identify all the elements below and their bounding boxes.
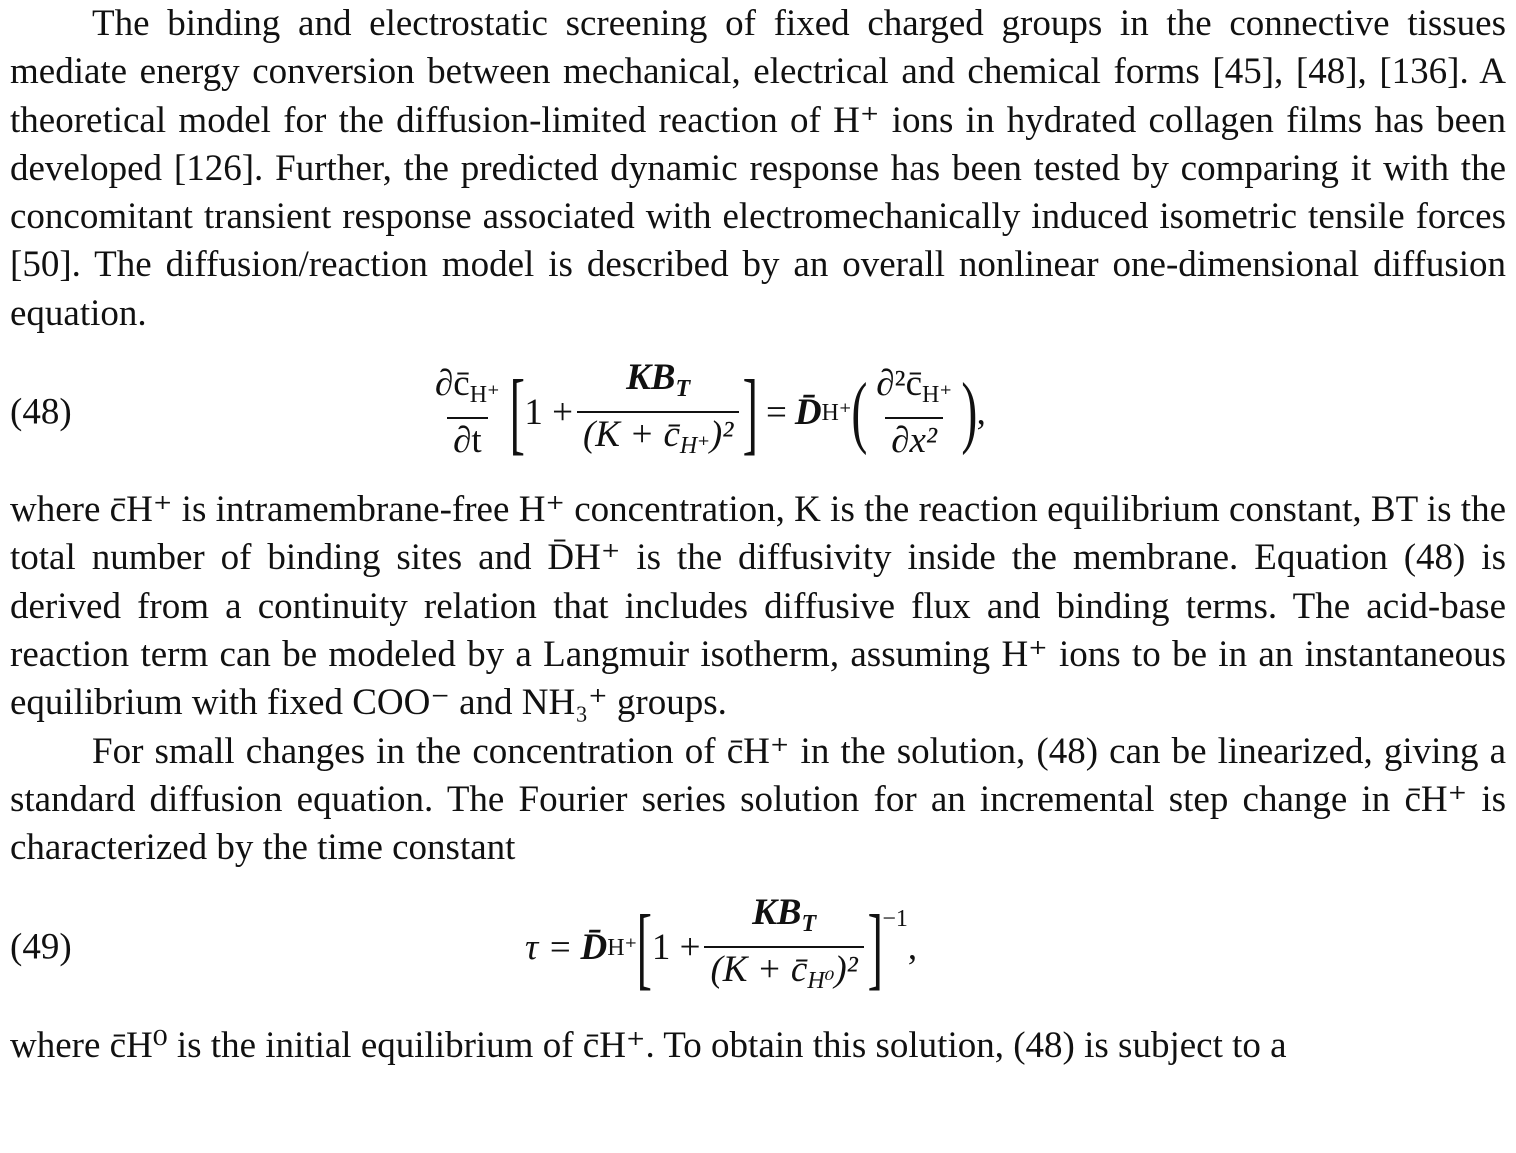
exponent: −1 bbox=[882, 906, 908, 933]
paragraph-intro: The binding and electrostatic screening of fixed charged groups in the connective tissues mediate energy conversion between mechanical, electrical and chemical forms [45], [48], [136]. A theoretical model for the diffusion-limited reaction of H⁺ ions in hydrated collagen films has been developed [126]. Further, the predicted dynamic response has been tested by comparing it with the concomitant transient response associated with electromechanically induced isometric tensile forces [50]. The diffusion/reaction model is described by an overall nonlinear one-dimensional diffusion equation. bbox=[10, 3, 1506, 334]
right-bracket: ] bbox=[867, 896, 883, 999]
right-bracket: ] bbox=[742, 361, 759, 464]
right-paren: ) bbox=[961, 368, 978, 457]
equation-body: τ = D̄ H⁺ [ 1 + $\frac{KB_T}{(K + c̄_{H^0})^2}$ ] −1 , bbox=[525, 872, 917, 1022]
equation-49 bbox=[10, 872, 1506, 1022]
rhs-fraction: $\frac{\partial^2c̄_{H^+}}{\text{∂x²}}$ bbox=[876, 362, 952, 461]
tau-equals: τ = bbox=[525, 926, 573, 968]
paragraph-definitions: where c̄H⁺ is intramembrane-free H⁺ concentration, K is the reaction equilibrium constant, BT is the total number of binding sites and D̄H⁺ is the diffusivity inside the membrane. Equation (48) is derived from a continuity relation that includes diffusive flux and binding terms. The acid-base reaction term can be modeled by a Langmuir isotherm, assuming H⁺ ions to be in an instantaneous equilibrium with fixed COO⁻ and NH₃⁺ groups. bbox=[10, 489, 1506, 724]
diffusivity-symbol: D̄ bbox=[794, 391, 822, 433]
trailing-comma: , bbox=[907, 926, 918, 968]
left-bracket: [ bbox=[636, 896, 653, 999]
paragraph-continuation: where c̄H⁰ is the initial equilibrium of c̄H⁺. To obtain this solution, (48) is subject to a bbox=[10, 1025, 1287, 1067]
equation-body: $\frac{\partial c̄_{H^+}}{\partial t}$ [ 1 + $\frac{KB_T}{(K + c̄_{H^+})^2}$ ] = D̄ H⁺ ( $\frac{\partial^2c̄_{H^+}}{\text{∂x²}}$ ) , bbox=[425, 338, 986, 486]
binding-fraction: $\frac{KB_T}{(K + c̄_{H^+})^2}$ bbox=[577, 358, 739, 466]
trailing-comma: , bbox=[976, 391, 986, 433]
binding-fraction: $\frac{KB_T}{(K + c̄_{H^0})^2}$ bbox=[704, 893, 863, 1001]
one-plus: 1 + bbox=[524, 391, 573, 433]
equation-48 bbox=[10, 338, 1506, 486]
equation-number: (49) bbox=[10, 926, 72, 968]
equation-number: (48) bbox=[10, 391, 72, 433]
left-bracket: [ bbox=[509, 361, 525, 464]
paragraph-linearization: For small changes in the concentration of c̄H⁺ in the solution, (48) can be linearized, giving a standard diffusion equation. The Fourier series solution for an incremental step change in c̄H⁺ is characterized by the time constant bbox=[10, 730, 1506, 869]
one-plus: 1 + bbox=[651, 926, 701, 968]
left-paren: ( bbox=[850, 368, 867, 457]
lhs-fraction: $\frac{\partial c̄_{H^+}}{\partial t}$ bbox=[435, 362, 500, 461]
diffusivity-symbol: D̄ bbox=[580, 926, 608, 968]
page bbox=[10, 0, 1506, 1071]
equals-sign: = bbox=[765, 391, 787, 433]
